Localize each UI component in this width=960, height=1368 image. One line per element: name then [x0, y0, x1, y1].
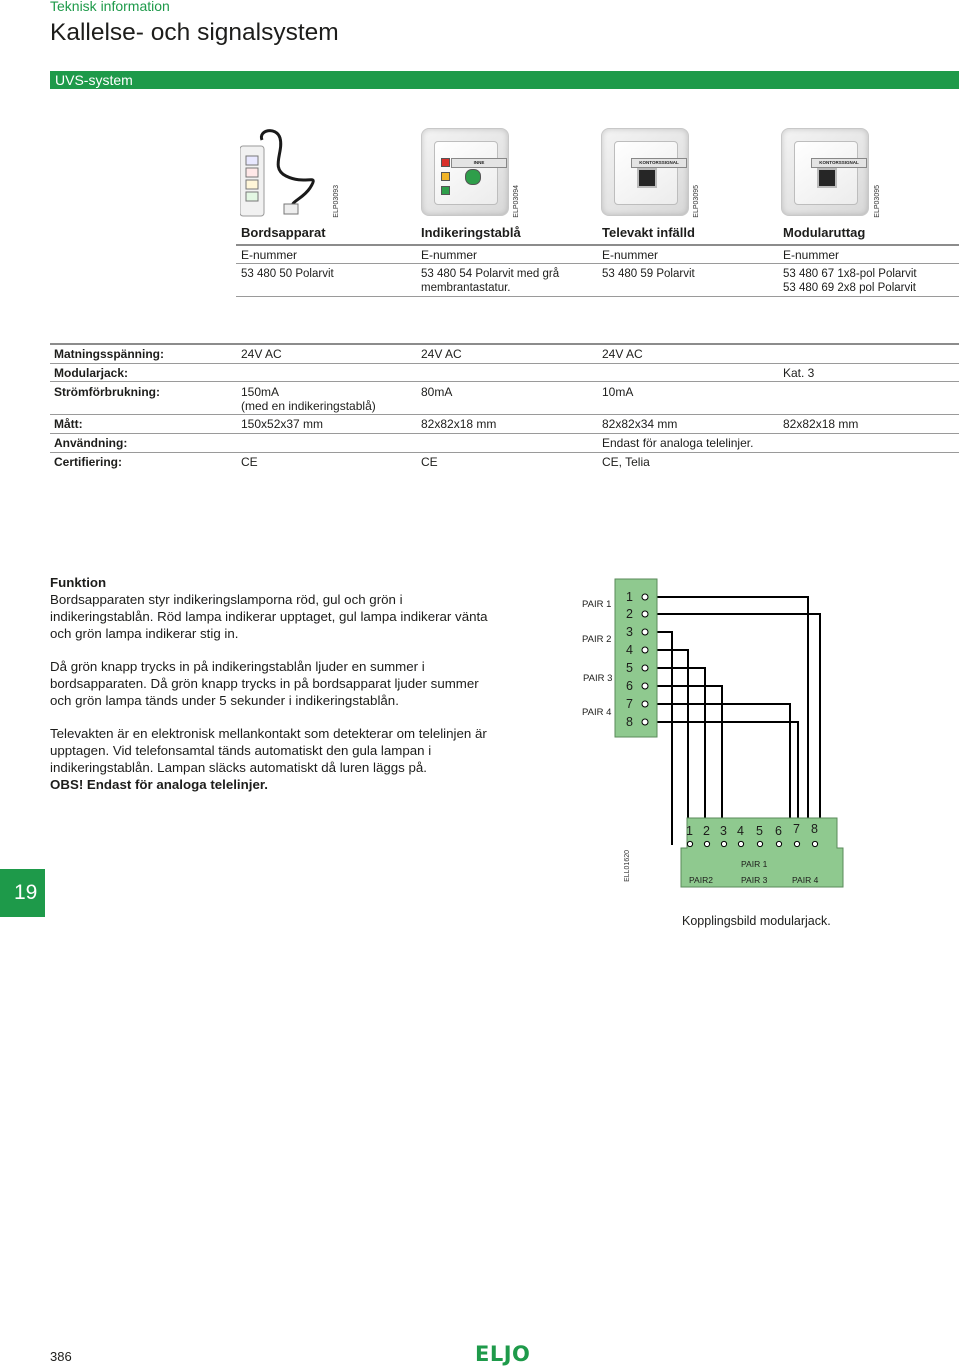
spec-label: Strömförbrukning: — [54, 385, 160, 399]
function-paragraph: Bordsapparaten styr indikeringslamporna röd, gul och grön i indikeringstablån. Röd lampa indikerar upptaget, gul lampa indikerar vänta och grön lampa indikerar stig in. — [50, 592, 488, 641]
wires — [645, 597, 820, 845]
terminal-pin — [642, 665, 648, 671]
function-paragraph: Televakten är en elektronisk mellankontakt som detekterar om telelinjen är upptagen. Vid telefonsamtal tänds automatiskt den gula lampan i indikeringstablån. Lampan släcks automatiskt då luren läggs på. — [50, 726, 487, 775]
product-photo-modularuttag — [781, 128, 869, 216]
jack-socket — [817, 168, 837, 188]
spec-rule — [50, 363, 959, 364]
jack-pin-label: 2 — [703, 824, 710, 838]
spec-label: Användning: — [54, 436, 128, 450]
eljo-logo: ELJO — [475, 1342, 531, 1366]
section-bar — [50, 71, 959, 89]
photo-code: ELP03095 — [693, 185, 700, 218]
terminal-pin-label: 4 — [626, 643, 633, 657]
green-button — [465, 169, 481, 185]
enummer-label: E-nummer — [241, 248, 298, 262]
table-rule — [236, 244, 959, 246]
spec-label: Mått: — [54, 417, 83, 431]
product-name: Indikeringstablå — [421, 225, 521, 240]
spec-rule — [50, 414, 959, 415]
jack-pin — [704, 841, 709, 846]
jack-pin — [757, 841, 762, 846]
spec-rule — [50, 433, 959, 434]
spec-value: 82x82x18 mm — [421, 417, 497, 431]
page-number: 386 — [50, 1349, 72, 1364]
section-title: UVS-system — [55, 72, 133, 88]
spec-value: 24V AC — [421, 347, 462, 361]
wall-plate — [781, 128, 869, 216]
yellow-lamp — [441, 172, 450, 181]
pair-label: PAIR 4 — [582, 707, 612, 718]
terminal-pin — [642, 629, 648, 635]
jack-pin — [721, 841, 726, 846]
terminal-pin-label: 5 — [626, 661, 633, 675]
jack-socket — [637, 168, 657, 188]
function-heading: Funktion — [50, 575, 107, 590]
jack-pair-label: PAIR 1 — [741, 859, 768, 869]
enummer-label: E-nummer — [602, 248, 659, 262]
terminal-pin-label: 7 — [626, 697, 633, 711]
spec-value: CE — [421, 455, 438, 469]
pair-label: PAIR 1 — [582, 599, 612, 610]
spec-value: 10mA — [602, 385, 634, 399]
spec-value: CE — [241, 455, 258, 469]
terminal-pin — [642, 719, 648, 725]
table-rule — [236, 296, 959, 297]
product-name: Modularuttag — [783, 225, 866, 240]
wall-plate — [421, 128, 509, 216]
enummer-value: 53 480 59 Polarvit — [602, 268, 695, 280]
enummer-value: 53 480 54 Polarvit med grå membrantastatur. — [421, 268, 560, 294]
terminal-block — [615, 579, 657, 737]
product-name: Televakt infälld — [602, 225, 695, 240]
jack-pair-label: PAIR2 — [689, 875, 713, 885]
jack-pair-label: PAIR 4 — [792, 875, 819, 885]
terminal-pin-label: 8 — [626, 715, 633, 729]
wall-plate — [601, 128, 689, 216]
plate-label: KONTORSSIGNAL — [811, 158, 867, 168]
jack-pair-label: PAIR 3 — [741, 875, 768, 885]
green-lamp — [441, 186, 450, 195]
spec-value: CE, Telia — [602, 455, 650, 469]
jack-pin-label: 7 — [793, 822, 800, 836]
pair-labels — [582, 599, 612, 718]
table-rule — [236, 263, 959, 264]
product-photo-bordsapparat — [240, 128, 328, 216]
jack-pin-label: 4 — [737, 824, 744, 838]
spec-value: 82x82x18 mm — [783, 417, 859, 431]
jack-pin-label: 5 — [756, 824, 763, 838]
red-lamp — [441, 158, 450, 167]
terminal-pin — [642, 701, 648, 707]
terminal-pin — [642, 594, 648, 600]
spec-label: Modularjack: — [54, 366, 129, 380]
photo-code: ELP03093 — [333, 185, 340, 218]
plate-label: INNE — [451, 158, 507, 168]
enummer-label: E-nummer — [783, 248, 840, 262]
plate-insert — [794, 141, 858, 205]
spec-value: 82x82x34 mm — [602, 417, 678, 431]
jack-pin — [812, 841, 817, 846]
page-tab-number: 19 — [14, 881, 38, 904]
jack-pin-label: 1 — [686, 824, 693, 838]
jack-pin-label: 3 — [720, 824, 727, 838]
desk-unit-illustration — [240, 128, 330, 220]
spec-label: Certifiering: — [54, 455, 123, 469]
spec-rule — [50, 343, 959, 345]
terminal-pin-label: 2 — [626, 607, 633, 621]
spec-value: 150mA (med en indikeringstablå) — [241, 385, 376, 413]
terminal-pin-label: 1 — [626, 590, 633, 604]
enummer-value: 53 480 67 1x8-pol Polarvit 53 480 69 2x8 pol Polarvit — [783, 268, 917, 294]
jack-pin — [794, 841, 799, 846]
function-paragraph: Då grön knapp trycks in på indikeringstablån ljuder en summer i bordsapparaten. Då grön knapp trycks in på bordsapparat ljuder summer och grön lampa tänds under 5 sekunder i indikeringstablån. — [50, 659, 479, 708]
function-description — [50, 574, 500, 793]
plate-insert — [434, 141, 498, 205]
obs-note: OBS! Endast för analoga telelinjer. — [50, 777, 268, 792]
jack-pin — [687, 841, 692, 846]
photo-code: ELP03095 — [874, 185, 881, 218]
spec-value: 80mA — [421, 385, 453, 399]
terminal-pin-label: 3 — [626, 625, 633, 639]
diagram-caption: Kopplingsbild modularjack. — [682, 914, 831, 928]
plate-label: KONTORSSIGNAL — [631, 158, 687, 168]
page-tab — [0, 869, 45, 917]
product-photo-indikeringstabla — [421, 128, 509, 216]
diagram-code: ELL01620 — [624, 850, 631, 882]
enummer-label: E-nummer — [421, 248, 478, 262]
pair-label: PAIR 2 — [582, 634, 612, 645]
spec-label: Matningsspänning: — [54, 347, 164, 361]
product-photo-televakt — [601, 128, 689, 216]
plate-insert — [614, 141, 678, 205]
terminal-pin-label: 6 — [626, 679, 633, 693]
page-title: Kallelse- och signalsystem — [50, 19, 339, 46]
pair-label: PAIR 3 — [583, 673, 613, 684]
jack-pin-label: 8 — [811, 822, 818, 836]
wire-pin-1 — [645, 597, 808, 838]
jack-pin — [738, 841, 743, 846]
spec-rule — [50, 452, 959, 453]
spec-value: Endast för analoga telelinjer. — [602, 436, 754, 450]
jack-pin — [776, 841, 781, 846]
spec-value: Kat. 3 — [783, 366, 815, 380]
category-label: Teknisk information — [50, 0, 170, 14]
terminal-pin — [642, 683, 648, 689]
terminal-pin — [642, 647, 648, 653]
enummer-value: 53 480 50 Polarvit — [241, 268, 334, 280]
photo-code: ELP03094 — [513, 185, 520, 218]
spec-rule — [50, 381, 959, 382]
terminal-pin — [642, 611, 648, 617]
spec-value: 24V AC — [602, 347, 643, 361]
wiring-diagram — [570, 575, 855, 890]
jack-pin-label: 6 — [775, 824, 782, 838]
spec-value: 24V AC — [241, 347, 282, 361]
product-name: Bordsapparat — [241, 225, 326, 240]
spec-value: 150x52x37 mm — [241, 417, 324, 431]
